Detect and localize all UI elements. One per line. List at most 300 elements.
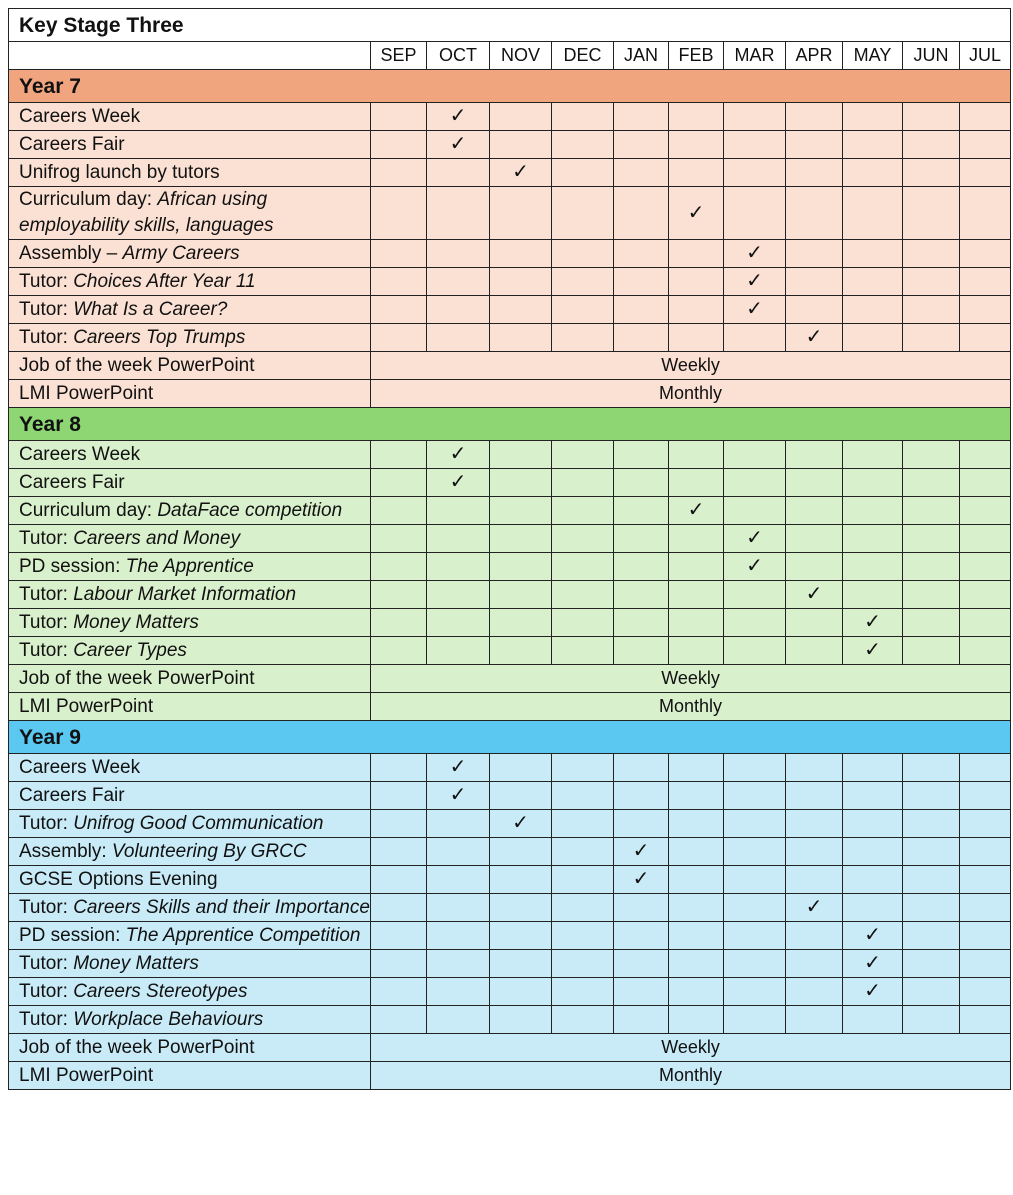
check-mark-icon: ✓ — [843, 637, 903, 665]
activity-title: Army Careers — [122, 243, 240, 264]
month-cell — [427, 1006, 490, 1034]
activity-label — [9, 665, 371, 693]
activity-label — [9, 1006, 371, 1034]
activity-label-text: Tutor: — [19, 1009, 74, 1030]
month-header-row — [9, 42, 1011, 70]
month-cell — [552, 754, 614, 782]
month-cell — [960, 469, 1011, 497]
activity-label — [9, 159, 371, 187]
month-cell — [669, 609, 724, 637]
month-cell — [371, 296, 427, 324]
month-cell — [552, 103, 614, 131]
month-cell — [614, 950, 669, 978]
month-cell — [490, 324, 552, 352]
table-row — [9, 754, 1011, 782]
month-cell — [903, 922, 960, 950]
month-cell — [552, 159, 614, 187]
month-cell — [669, 978, 724, 1006]
activity-label — [9, 922, 371, 950]
month-cell — [903, 950, 960, 978]
check-mark-icon: ✓ — [724, 240, 786, 268]
activity-label-text: Careers Week — [19, 106, 141, 127]
month-cell — [427, 866, 490, 894]
month-cell — [843, 894, 903, 922]
activity-label-text: Job of the week PowerPoint — [19, 668, 255, 689]
activity-label-text: Tutor: — [19, 299, 74, 320]
month-cell — [490, 553, 552, 581]
month-cell — [371, 922, 427, 950]
blank-header-cell — [9, 42, 371, 70]
check-mark-icon: ✓ — [843, 978, 903, 1006]
activity-label — [9, 240, 371, 268]
month-cell — [903, 497, 960, 525]
activity-label — [9, 1034, 371, 1062]
month-cell — [371, 553, 427, 581]
month-cell — [724, 782, 786, 810]
month-cell — [614, 159, 669, 187]
month-cell — [371, 268, 427, 296]
month-cell — [960, 637, 1011, 665]
month-cell — [786, 187, 843, 240]
month-cell — [614, 1006, 669, 1034]
month-cell — [614, 525, 669, 553]
month-cell — [903, 978, 960, 1006]
activity-label-text: Tutor: — [19, 327, 74, 348]
activity-label — [9, 1062, 371, 1090]
month-cell — [786, 754, 843, 782]
month-cell — [371, 187, 427, 240]
activity-label — [9, 525, 371, 553]
activity-label-text: LMI PowerPoint — [19, 1065, 154, 1086]
month-cell — [903, 894, 960, 922]
activity-title: DataFace competition — [157, 499, 343, 521]
activity-title: The Apprentice — [125, 556, 254, 577]
month-cell — [843, 754, 903, 782]
check-mark-icon: ✓ — [427, 754, 490, 782]
month-cell — [843, 782, 903, 810]
activity-label-text: Job of the week PowerPoint — [19, 1037, 255, 1058]
check-mark-icon: ✓ — [427, 441, 490, 469]
month-cell — [669, 525, 724, 553]
month-cell — [371, 497, 427, 525]
year-heading-row — [9, 70, 1011, 103]
month-cell — [614, 553, 669, 581]
table-row — [9, 324, 1011, 352]
month-cell — [490, 866, 552, 894]
month-cell — [371, 950, 427, 978]
month-cell — [490, 268, 552, 296]
month-cell — [960, 131, 1011, 159]
month-cell — [614, 637, 669, 665]
month-cell — [490, 103, 552, 131]
table-row — [9, 1034, 1011, 1062]
month-cell — [427, 187, 490, 240]
month-cell — [552, 922, 614, 950]
key-stage-three-table — [8, 8, 1010, 1090]
month-cell — [843, 553, 903, 581]
activity-label-text: GCSE Options Evening — [19, 869, 218, 890]
month-cell — [371, 609, 427, 637]
month-cell — [371, 978, 427, 1006]
month-cell — [960, 754, 1011, 782]
month-cell — [371, 810, 427, 838]
table-row — [9, 665, 1011, 693]
month-header-apr: APR — [786, 42, 843, 70]
month-cell — [903, 324, 960, 352]
table-row — [9, 637, 1011, 665]
activity-label — [9, 782, 371, 810]
activity-label-text: Tutor: — [19, 953, 74, 974]
activity-label-text: Tutor: — [19, 640, 74, 661]
month-cell — [724, 103, 786, 131]
check-mark-icon: ✓ — [724, 268, 786, 296]
month-cell — [786, 782, 843, 810]
month-cell — [960, 922, 1011, 950]
month-cell — [669, 469, 724, 497]
month-cell — [427, 497, 490, 525]
month-cell — [371, 1006, 427, 1034]
table-row — [9, 268, 1011, 296]
activity-label — [9, 637, 371, 665]
month-cell — [614, 268, 669, 296]
month-header-oct: OCT — [427, 42, 490, 70]
month-cell — [843, 469, 903, 497]
month-cell — [490, 441, 552, 469]
month-cell — [786, 1006, 843, 1034]
month-cell — [371, 525, 427, 553]
table-row — [9, 810, 1011, 838]
month-cell — [669, 131, 724, 159]
month-cell — [371, 159, 427, 187]
month-cell — [552, 187, 614, 240]
month-cell — [490, 922, 552, 950]
check-mark-icon: ✓ — [843, 950, 903, 978]
activity-label-text: Tutor: — [19, 981, 74, 1002]
month-cell — [427, 894, 490, 922]
month-cell — [903, 441, 960, 469]
month-cell — [669, 866, 724, 894]
frequency-cell: Weekly — [371, 665, 1011, 693]
month-cell — [552, 810, 614, 838]
month-cell — [903, 525, 960, 553]
month-cell — [786, 637, 843, 665]
month-header-dec: DEC — [552, 42, 614, 70]
check-mark-icon: ✓ — [843, 609, 903, 637]
month-cell — [490, 782, 552, 810]
month-cell — [960, 240, 1011, 268]
month-cell — [960, 103, 1011, 131]
month-cell — [786, 922, 843, 950]
activity-label — [9, 581, 371, 609]
activity-title: Career Types — [73, 640, 187, 661]
month-cell — [960, 159, 1011, 187]
table-row — [9, 553, 1011, 581]
table-row — [9, 1062, 1011, 1090]
table-row — [9, 525, 1011, 553]
month-cell — [843, 497, 903, 525]
table-row — [9, 103, 1011, 131]
month-cell — [960, 497, 1011, 525]
month-cell — [371, 866, 427, 894]
month-cell — [371, 754, 427, 782]
check-mark-icon: ✓ — [786, 324, 843, 352]
month-cell — [614, 497, 669, 525]
month-cell — [371, 838, 427, 866]
activity-title: African using employability skills, languages — [19, 189, 274, 236]
check-mark-icon: ✓ — [724, 553, 786, 581]
activity-label-text: Tutor: — [19, 584, 74, 605]
month-cell — [552, 553, 614, 581]
month-cell — [669, 324, 724, 352]
activity-label-text: Careers Fair — [19, 472, 125, 493]
page-title: Key Stage Three — [9, 9, 1011, 42]
table-row — [9, 978, 1011, 1006]
table-row — [9, 894, 1011, 922]
activity-title: Careers Top Trumps — [73, 327, 246, 348]
month-cell — [669, 782, 724, 810]
month-cell — [371, 894, 427, 922]
month-cell — [490, 754, 552, 782]
table-row — [9, 352, 1011, 380]
activity-label-text: Careers Week — [19, 444, 141, 465]
table-row — [9, 866, 1011, 894]
month-cell — [669, 581, 724, 609]
check-mark-icon: ✓ — [427, 782, 490, 810]
activity-label — [9, 380, 371, 408]
month-cell — [552, 525, 614, 553]
activity-label — [9, 268, 371, 296]
month-cell — [960, 441, 1011, 469]
month-cell — [903, 159, 960, 187]
table-row — [9, 838, 1011, 866]
month-cell — [669, 754, 724, 782]
month-cell — [427, 581, 490, 609]
activity-label — [9, 894, 371, 922]
activity-label — [9, 609, 371, 637]
activity-label — [9, 103, 371, 131]
activity-label-text: Tutor: — [19, 612, 74, 633]
month-cell — [843, 296, 903, 324]
month-cell — [427, 637, 490, 665]
activity-label-text: Careers Fair — [19, 134, 125, 155]
month-cell — [903, 268, 960, 296]
activity-label — [9, 950, 371, 978]
month-cell — [669, 240, 724, 268]
month-header-jun: JUN — [903, 42, 960, 70]
month-cell — [960, 553, 1011, 581]
month-cell — [371, 103, 427, 131]
month-cell — [669, 838, 724, 866]
check-mark-icon: ✓ — [427, 469, 490, 497]
month-header-jan: JAN — [614, 42, 669, 70]
month-cell — [669, 103, 724, 131]
month-cell — [552, 441, 614, 469]
frequency-cell: Weekly — [371, 1034, 1011, 1062]
month-cell — [614, 296, 669, 324]
month-cell — [786, 441, 843, 469]
month-cell — [960, 866, 1011, 894]
activity-title: Labour Market Information — [73, 584, 297, 605]
month-cell — [614, 187, 669, 240]
activity-label-text: Tutor: — [19, 528, 74, 549]
year-heading: Year 9 — [9, 721, 1011, 754]
month-header-nov: NOV — [490, 42, 552, 70]
check-mark-icon: ✓ — [724, 296, 786, 324]
table-row — [9, 782, 1011, 810]
month-cell — [786, 838, 843, 866]
month-cell — [614, 103, 669, 131]
month-cell — [490, 296, 552, 324]
month-cell — [786, 131, 843, 159]
month-cell — [843, 441, 903, 469]
month-cell — [724, 187, 786, 240]
month-cell — [371, 637, 427, 665]
month-cell — [724, 922, 786, 950]
month-cell — [490, 609, 552, 637]
month-cell — [427, 609, 490, 637]
table-row — [9, 469, 1011, 497]
month-cell — [903, 187, 960, 240]
month-cell — [960, 187, 1011, 240]
month-cell — [843, 525, 903, 553]
month-cell — [490, 950, 552, 978]
month-cell — [427, 240, 490, 268]
month-cell — [960, 581, 1011, 609]
table-row — [9, 693, 1011, 721]
month-cell — [843, 268, 903, 296]
month-cell — [427, 838, 490, 866]
month-cell — [427, 922, 490, 950]
month-cell — [724, 324, 786, 352]
year-heading: Year 8 — [9, 408, 1011, 441]
activity-label-text: Tutor: — [19, 896, 74, 918]
year-heading-row — [9, 721, 1011, 754]
month-cell — [960, 894, 1011, 922]
month-cell — [614, 922, 669, 950]
month-cell — [903, 754, 960, 782]
month-cell — [490, 637, 552, 665]
month-cell — [552, 894, 614, 922]
month-cell — [903, 637, 960, 665]
month-cell — [552, 324, 614, 352]
month-cell — [843, 324, 903, 352]
month-cell — [724, 838, 786, 866]
month-cell — [903, 782, 960, 810]
activity-label — [9, 553, 371, 581]
year-heading-row — [9, 408, 1011, 441]
month-cell — [552, 866, 614, 894]
month-cell — [843, 103, 903, 131]
month-cell — [724, 497, 786, 525]
activity-label-text: PD session: — [19, 556, 126, 577]
activity-title: Money Matters — [73, 612, 199, 633]
activity-label-text: Careers Week — [19, 757, 141, 778]
month-cell — [903, 609, 960, 637]
activity-label — [9, 441, 371, 469]
month-cell — [490, 469, 552, 497]
month-cell — [903, 581, 960, 609]
month-cell — [669, 810, 724, 838]
month-cell — [427, 978, 490, 1006]
month-cell — [960, 1006, 1011, 1034]
month-cell — [552, 497, 614, 525]
table-row — [9, 1006, 1011, 1034]
month-cell — [786, 469, 843, 497]
month-header-may: MAY — [843, 42, 903, 70]
month-cell — [786, 103, 843, 131]
month-cell — [669, 553, 724, 581]
check-mark-icon: ✓ — [614, 838, 669, 866]
table-row — [9, 380, 1011, 408]
table-row — [9, 296, 1011, 324]
table-row — [9, 131, 1011, 159]
activity-label — [9, 810, 371, 838]
activity-title: Workplace Behaviours — [73, 1009, 264, 1030]
check-mark-icon: ✓ — [669, 497, 724, 525]
month-cell — [724, 441, 786, 469]
month-cell — [903, 469, 960, 497]
month-cell — [786, 866, 843, 894]
activity-title: Money Matters — [73, 953, 199, 974]
month-cell — [427, 553, 490, 581]
month-cell — [552, 131, 614, 159]
careers-plan-table — [8, 8, 1011, 1090]
month-cell — [960, 525, 1011, 553]
month-cell — [843, 159, 903, 187]
table-row — [9, 240, 1011, 268]
month-cell — [903, 296, 960, 324]
month-cell — [843, 581, 903, 609]
month-cell — [960, 324, 1011, 352]
month-cell — [843, 131, 903, 159]
check-mark-icon: ✓ — [669, 187, 724, 240]
check-mark-icon: ✓ — [843, 922, 903, 950]
month-cell — [614, 978, 669, 1006]
month-cell — [724, 637, 786, 665]
activity-title: Careers Stereotypes — [73, 981, 248, 1002]
month-cell — [614, 782, 669, 810]
month-cell — [724, 131, 786, 159]
month-cell — [669, 1006, 724, 1034]
activity-label — [9, 838, 371, 866]
activity-label — [9, 866, 371, 894]
month-cell — [614, 131, 669, 159]
month-header-jul: JUL — [960, 42, 1011, 70]
month-cell — [552, 637, 614, 665]
month-cell — [614, 754, 669, 782]
check-mark-icon: ✓ — [427, 103, 490, 131]
month-cell — [724, 894, 786, 922]
activity-label-text: Careers Fair — [19, 785, 125, 806]
month-cell — [427, 159, 490, 187]
month-cell — [669, 159, 724, 187]
activity-label-text: Assembly – — [19, 243, 123, 264]
month-cell — [552, 978, 614, 1006]
month-cell — [843, 187, 903, 240]
month-cell — [960, 268, 1011, 296]
month-cell — [371, 441, 427, 469]
month-cell — [669, 922, 724, 950]
check-mark-icon: ✓ — [490, 810, 552, 838]
month-cell — [490, 1006, 552, 1034]
month-cell — [786, 525, 843, 553]
month-cell — [614, 810, 669, 838]
month-cell — [903, 103, 960, 131]
month-cell — [427, 525, 490, 553]
month-cell — [490, 131, 552, 159]
month-header-mar: MAR — [724, 42, 786, 70]
month-cell — [552, 838, 614, 866]
